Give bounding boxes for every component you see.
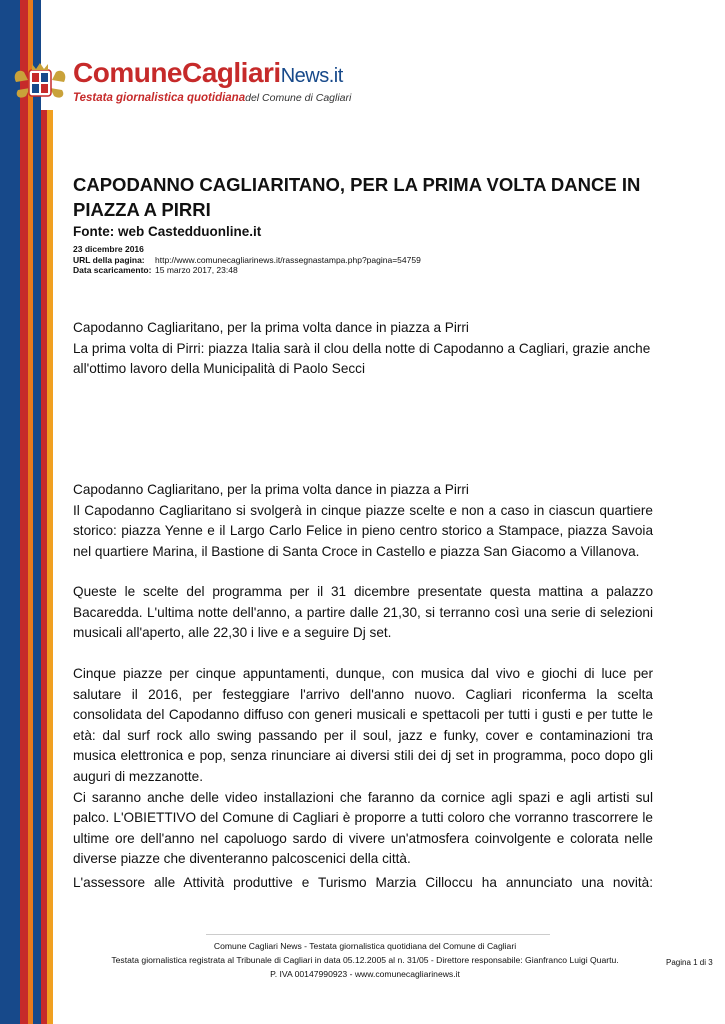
paragraph-line: L'assessore alle Attività produttive e Turismo Marzia Cilloccu ha annunciato una novità: bbox=[73, 875, 653, 890]
brand-name bbox=[73, 58, 351, 91]
page-footer bbox=[70, 939, 660, 981]
masthead-logo[interactable] bbox=[10, 57, 352, 106]
paragraph-line: Capodanno Cagliaritano, per la prima volta dance in piazza a Pirri bbox=[73, 320, 469, 335]
paragraph-2 bbox=[73, 480, 653, 562]
url-value[interactable]: http://www.comunecagliarinews.it/rassegnastampa.php?pagina=54759 bbox=[155, 254, 421, 265]
coat-of-arms-icon bbox=[12, 60, 68, 102]
brand-text bbox=[73, 58, 351, 104]
stripe-orange-inner bbox=[47, 110, 53, 1024]
stripe-blue bbox=[0, 0, 20, 1024]
url-label: URL della pagina: bbox=[73, 254, 145, 265]
paragraph-line: Queste le scelte del programma per il 31 dicembre presentate questa mattina a palazzo Bacaredda. L'ultima notte dell'anno, a partire dalle 21,30, si terranno così una serie di selezioni musicali all'aperto, alle 22,30 i live e a seguire Dj set. bbox=[73, 584, 653, 641]
paragraph-line: Ci saranno anche delle video installazioni che faranno da cornice agli spazi e agli artisti sul palco. L'OBIETTIVO del Comune di Cagliari è proporre a tutti coloro che vorranno trascorrere le ultime ore dell'anno nel capoluogo sardo di vivere un'atmosfera coinvolgente e colorata nelle diverse piazze che diventeranno palcoscenici della città. bbox=[73, 789, 653, 867]
article-date: 23 dicembre 2016 bbox=[73, 244, 144, 254]
stripe-red bbox=[20, 0, 28, 1024]
paragraph-5 bbox=[73, 873, 653, 894]
download-value: 15 marzo 2017, 23:48 bbox=[155, 265, 238, 275]
paragraph-4 bbox=[73, 664, 653, 870]
footer-divider bbox=[206, 934, 550, 935]
paragraph-line: Capodanno Cagliaritano, per la prima volta dance in piazza a Pirri bbox=[73, 482, 469, 497]
paragraph-3 bbox=[73, 582, 653, 644]
brand-tagline-rest: del Comune di Cagliari bbox=[245, 92, 352, 104]
stripe-blue-inner bbox=[33, 0, 41, 1024]
footer-line-1: Comune Cagliari News - Testata giornalistica quotidiana del Comune di Cagliari bbox=[213, 941, 517, 951]
brand-tagline-bold: Testata giornalistica quotidiana bbox=[73, 92, 246, 104]
footer-line-3: P. IVA 00147990923 - www.comunecagliarinews.it bbox=[270, 969, 460, 979]
download-label: Data scaricamento: bbox=[73, 265, 152, 275]
footer-line-2: Testata giornalistica registrata al Tribunale di Cagliari in data 05.12.2005 al n. 31/05 - Direttore responsabile: Gianfranco Luigi Quartu. bbox=[111, 955, 619, 965]
paragraph-line: Il Capodanno Cagliaritano si svolgerà in cinque piazze scelte e non a caso in ciascun quartiere storico: piazza Yenne e il Largo Carlo Felice in pieno centro storico a Stampace, piazza Savoia nel quartiere Marina, il Bastione di Santa Croce in Castello e piazza San Giacomo a Villanova. bbox=[73, 502, 653, 559]
paragraph-line: La prima volta di Pirri: piazza Italia sarà il clou della notte di Capodanno a Cagliari, grazie anche all'ottimo lavoro della Municipalità di Paolo Secci bbox=[73, 340, 651, 377]
brand-main-text: ComuneCagliari bbox=[73, 57, 281, 88]
paragraph-1 bbox=[73, 318, 653, 380]
article-meta bbox=[73, 244, 421, 276]
paragraph-line: Cinque piazze per cinque appuntamenti, dunque, con musica dal vivo e giochi di luce per salutare il 2016, per festeggiare l'arrivo dell'anno nuovo. Cagliari riconferma la scelta consolidata del Capodanno diffuso con generi musicali e spettacoli per tutti i gusti e per tutte le età: dal surf rock allo swing passando per il soul, jazz e funky, cover e contaminazioni tra musica elettronica e pop, senza rinunciare ai diversi stili dei dj set in programma, poco dopo gli auguri di mezzanotte. bbox=[73, 666, 653, 784]
page-number: Pagina 1 di 3 bbox=[666, 958, 713, 967]
brand-tagline bbox=[73, 92, 351, 104]
article-source: Fonte: web Castedduonline.it bbox=[73, 224, 262, 239]
article-title: CAPODANNO CAGLIARITANO, PER LA PRIMA VOLTA DANCE IN PIAZZA A PIRRI bbox=[73, 174, 641, 220]
decorative-side-stripes bbox=[0, 0, 54, 1024]
brand-news-text: News.it bbox=[280, 65, 343, 87]
